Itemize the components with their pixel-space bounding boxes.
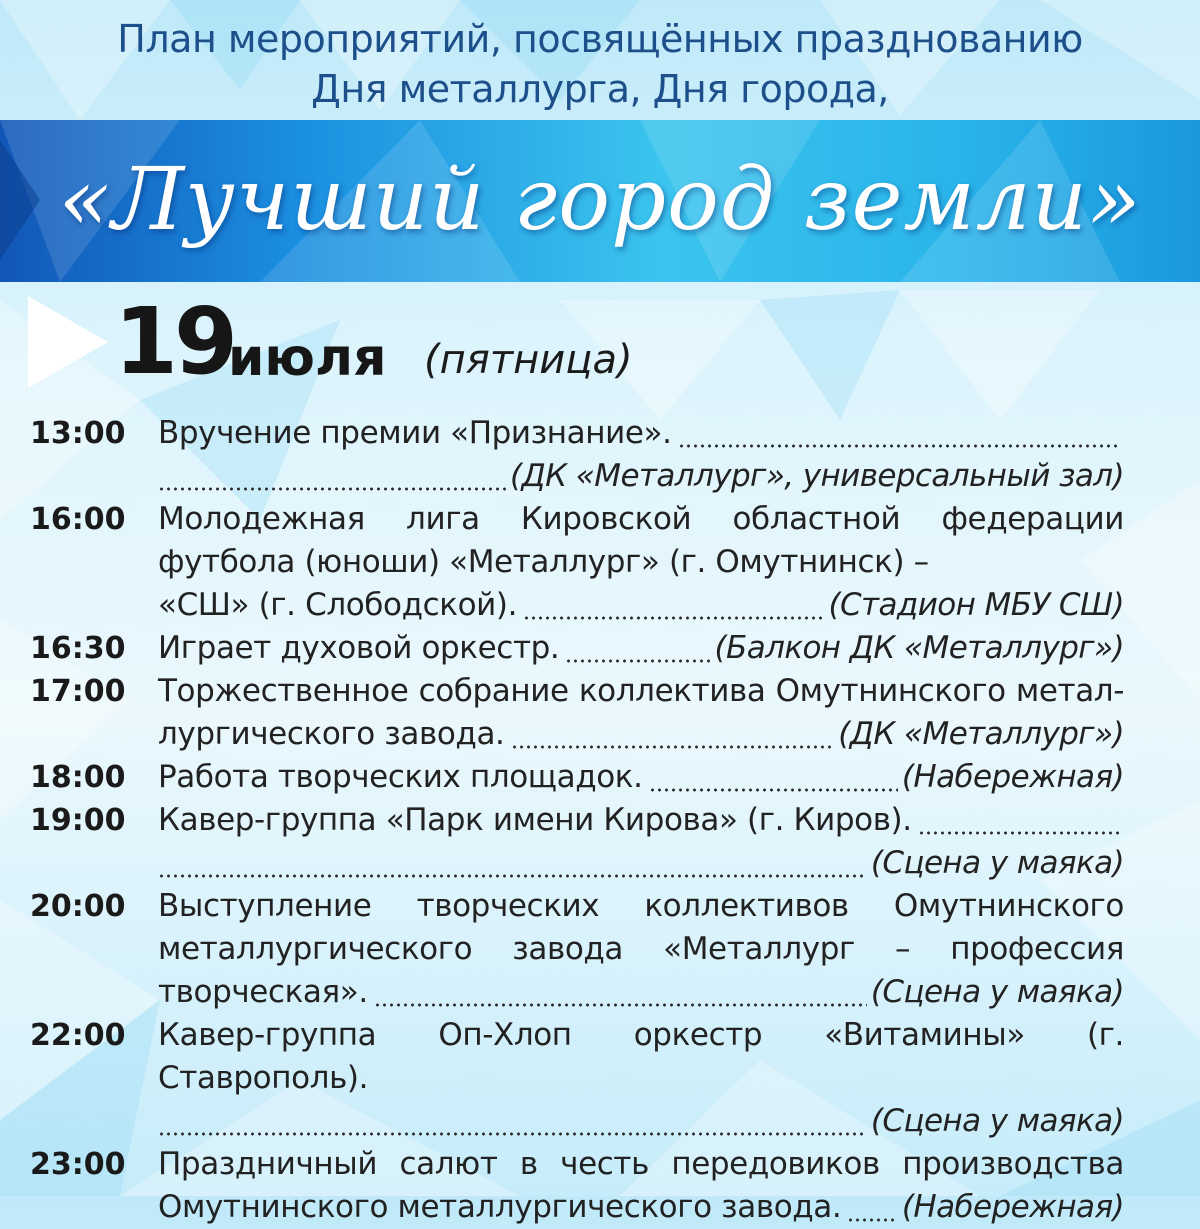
event-item xyxy=(30,1143,1124,1229)
event-item xyxy=(30,1014,1124,1143)
event-time: 22:00 xyxy=(30,1018,126,1053)
event-time: 16:00 xyxy=(30,502,126,537)
dot-leader xyxy=(374,971,867,1014)
event-description-line: Молодежная лига Кировской областной федерации xyxy=(158,501,1124,537)
event-place: (Балкон ДК «Металлург») xyxy=(714,630,1124,666)
event-time: 16:30 xyxy=(30,631,126,666)
header-line-1: План мероприятий, посвящённых празднованию xyxy=(117,17,1083,61)
date-month: июля xyxy=(228,328,387,388)
event-description: Кавер-группа «Парк имени Кирова» (г. Киров). xyxy=(158,802,912,838)
event-description: Омутнинского металлургического завода. xyxy=(158,1189,842,1225)
event-line xyxy=(158,1100,1124,1143)
event-place: (Сцена у маяка) xyxy=(870,974,1124,1010)
date-weekday: (пятница) xyxy=(424,337,633,383)
title-banner xyxy=(0,120,1200,282)
event-description-line: Кавер-группа Оп-Хлоп оркестр «Витамины» (г. Ставрополь). xyxy=(158,1017,1124,1096)
event-item xyxy=(30,498,1124,627)
dot-leader xyxy=(158,455,506,498)
event-time: 18:00 xyxy=(30,760,126,795)
event-item xyxy=(30,756,1124,799)
dot-leader xyxy=(565,627,710,670)
event-description: Работа творческих площадок. xyxy=(158,759,643,795)
event-line xyxy=(158,971,1124,1014)
event-description: Вручение премии «Признание». xyxy=(158,415,672,451)
event-item xyxy=(30,670,1124,756)
event-line xyxy=(158,1186,1124,1229)
banner-title: «Лучший город земли» xyxy=(58,150,1142,250)
header-line-2: Дня металлурга, Дня города, xyxy=(311,67,889,111)
event-place: (ДК «Металлург») xyxy=(838,716,1124,752)
event-description-line: Праздничный салют в честь передовиков производства xyxy=(158,1146,1124,1182)
event-place: (ДК «Металлург», универсальный зал) xyxy=(509,458,1124,494)
event-line xyxy=(158,584,1124,627)
dot-leader xyxy=(158,1100,867,1143)
event-description-line: Выступление творческих коллективов Омутнинского xyxy=(158,888,1124,924)
event-description: «СШ» (г. Слободской). xyxy=(158,587,518,623)
event-description: творческая». xyxy=(158,974,368,1010)
event-item xyxy=(30,412,1124,455)
event-line xyxy=(158,455,1124,498)
dot-leader xyxy=(511,713,835,756)
event-place: (Стадион МБУ СШ) xyxy=(828,587,1124,623)
event-line xyxy=(158,713,1124,756)
event-description: Играет духовой оркестр. xyxy=(158,630,560,666)
dot-leader xyxy=(847,1186,898,1229)
event-place: (Сцена у маяка) xyxy=(870,1103,1124,1139)
event-description-line: металлургического завода «Металлург – профессия xyxy=(158,931,1124,967)
event-item xyxy=(30,885,1124,1014)
event-description-line: Торжественное собрание коллектива Омутнинского метал- xyxy=(158,673,1124,709)
event-item xyxy=(30,455,1124,498)
dot-leader xyxy=(678,412,1120,455)
event-line xyxy=(158,756,1124,799)
event-description: лургического завода. xyxy=(158,716,505,752)
event-place: (Сцена у маяка) xyxy=(870,845,1124,881)
event-item xyxy=(30,799,1124,842)
dot-leader xyxy=(918,799,1120,842)
dot-leader xyxy=(158,842,867,885)
event-line xyxy=(158,627,1124,670)
date-day: 19 xyxy=(114,288,235,395)
event-description-line: футбола (юноши) «Металлург» (г. Омутнинск) – xyxy=(158,544,929,580)
event-line xyxy=(158,799,1124,842)
event-time: 23:00 xyxy=(30,1147,126,1182)
event-time: 13:00 xyxy=(30,416,126,451)
event-time: 17:00 xyxy=(30,674,126,709)
event-place: (Набережная) xyxy=(901,759,1124,795)
event-place: (Набережная) xyxy=(901,1189,1124,1225)
dot-leader xyxy=(523,584,824,627)
event-schedule xyxy=(30,412,1124,1229)
event-line xyxy=(158,842,1124,885)
dot-leader xyxy=(649,756,898,799)
event-item xyxy=(30,842,1124,885)
event-time: 20:00 xyxy=(30,889,126,924)
play-arrow-icon xyxy=(28,296,108,388)
event-line xyxy=(158,412,1124,455)
event-item xyxy=(30,627,1124,670)
header-title xyxy=(0,14,1200,114)
event-time: 19:00 xyxy=(30,803,126,838)
